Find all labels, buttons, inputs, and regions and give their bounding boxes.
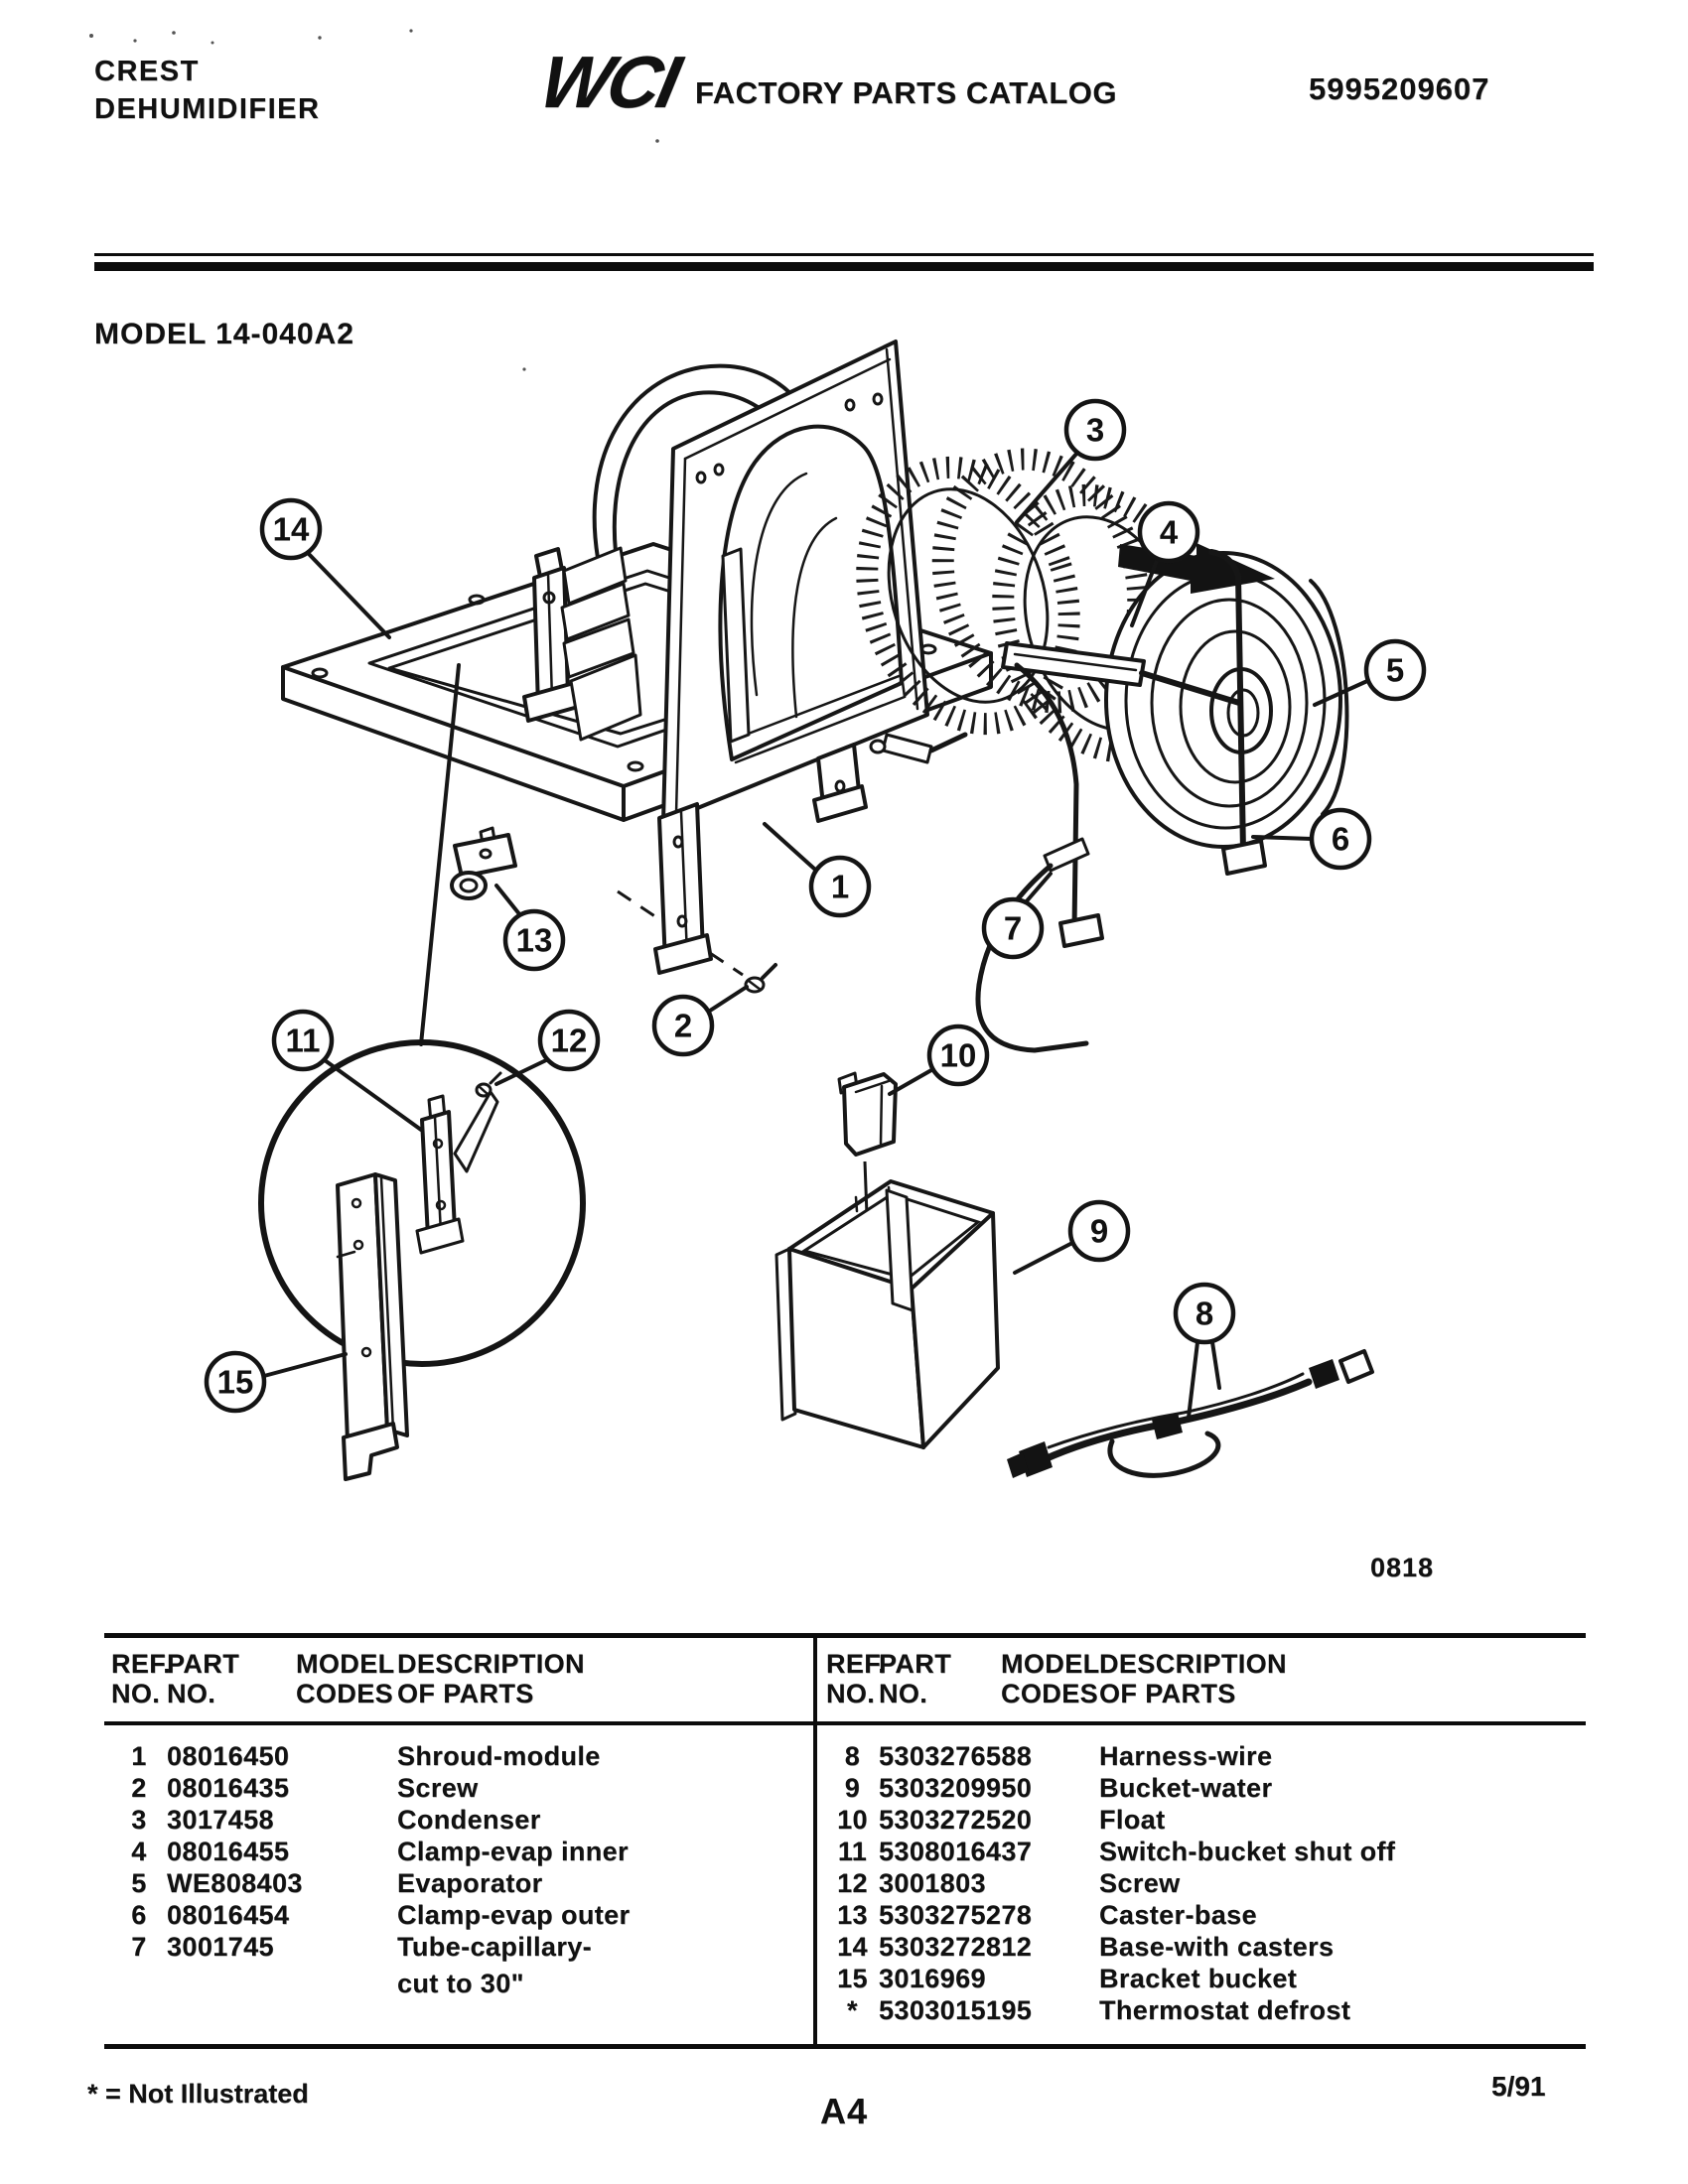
callout-10 — [929, 1026, 987, 1084]
callout-14 — [262, 500, 320, 558]
col-ref-2: NO. — [826, 1679, 876, 1708]
not-illustrated-legend: * = Not Illustrated — [87, 2079, 309, 2109]
table-row: 10 5303272520 Float — [837, 1805, 1166, 1835]
callout-9 — [1070, 1202, 1128, 1260]
table-row: 1 08016450 Shroud-module — [131, 1741, 601, 1771]
table-row: 2 08016435 Screw — [131, 1773, 479, 1803]
callout-4 — [1140, 503, 1197, 561]
condenser-fitting — [871, 735, 965, 762]
parts-table — [104, 1633, 1586, 2049]
harness-connector-right — [1309, 1359, 1339, 1389]
callout-3 — [1066, 401, 1124, 459]
table-row: 15 3016969 Bracket bucket — [837, 1964, 1298, 1993]
scan-noise — [89, 29, 659, 370]
callout-11 — [274, 1012, 332, 1069]
table-row: * 5303015195 Thermostat defrost — [847, 1995, 1351, 2025]
col-part-2: NO. — [879, 1679, 928, 1708]
detail-inset-circle — [261, 1042, 583, 1364]
callout-6 — [1312, 810, 1369, 868]
product-name-line2: DEHUMIDIFIER — [94, 93, 321, 125]
svg-text:6: 6 — [1331, 820, 1350, 858]
shroud-left-leg — [655, 804, 711, 973]
part-bracket-bucket — [338, 1174, 407, 1479]
table-row: 12 3001803 Screw — [837, 1868, 1181, 1898]
table-row: 9 5303209950 Bucket-water — [844, 1773, 1273, 1803]
col-model-2: CODES — [1001, 1679, 1099, 1708]
svg-text:10: 10 — [939, 1036, 977, 1074]
table-row: 14 5303272812 Base-with casters — [837, 1932, 1335, 1962]
table-header-right — [817, 1638, 1586, 1725]
switch-spring-arm — [455, 1092, 497, 1171]
part-shroud-module — [562, 341, 927, 973]
figure-number: 0818 — [1370, 1553, 1435, 1582]
svg-text:2: 2 — [673, 1007, 693, 1044]
table-row: 7 3001745 Tube-capillary- — [131, 1932, 593, 1962]
table-row: 11 5308016437 Switch-bucket shut off — [837, 1837, 1396, 1866]
col-desc-2: OF PARTS — [1099, 1679, 1236, 1708]
table-row-continuation: cut to 30" — [397, 1969, 524, 1998]
col-desc-1: DESCRIPTION — [1099, 1649, 1287, 1679]
col-model-1: MODEL — [1001, 1649, 1100, 1679]
col-part-1: PART — [879, 1649, 952, 1679]
table-row: 5 WE808403 Evaporator — [131, 1868, 543, 1898]
svg-text:5: 5 — [1385, 651, 1405, 689]
callout-8 — [1176, 1285, 1233, 1342]
svg-text:9: 9 — [1089, 1212, 1109, 1250]
callout-7 — [984, 899, 1042, 957]
callout-5 — [1366, 641, 1424, 699]
svg-text:12: 12 — [550, 1022, 588, 1059]
callout-13 — [505, 911, 563, 969]
callout-12 — [540, 1012, 598, 1069]
product-name-line1: CREST — [94, 56, 200, 87]
publication-number: 5995209607 — [1309, 71, 1490, 106]
part-bucket-water — [776, 1181, 998, 1447]
callout-2 — [654, 997, 712, 1054]
col-model-2: CODES — [296, 1679, 394, 1708]
col-ref-2: NO. — [111, 1679, 161, 1708]
table-row: 4 08016455 Clamp-evap inner — [131, 1837, 629, 1866]
catalog-title: FACTORY PARTS CATALOG — [695, 75, 1117, 110]
svg-text:15: 15 — [216, 1363, 254, 1401]
col-model-1: MODEL — [296, 1649, 395, 1679]
svg-text:1: 1 — [830, 868, 850, 905]
col-part-2: NO. — [167, 1679, 216, 1708]
issue-date: 5/91 — [1491, 2071, 1546, 2102]
svg-text:8: 8 — [1195, 1295, 1214, 1332]
wci-logo: WCI — [533, 41, 685, 123]
parts-table-left — [104, 1638, 817, 2044]
col-part-1: PART — [167, 1649, 240, 1679]
svg-text:13: 13 — [515, 921, 553, 959]
svg-text:11: 11 — [285, 1022, 321, 1059]
part-caster-base — [452, 828, 515, 898]
callout-1 — [811, 858, 869, 915]
col-ref-1: REF. — [111, 1649, 172, 1679]
callout-15 — [207, 1353, 264, 1411]
part-switch-bucket-shutoff — [417, 1092, 497, 1253]
col-desc-2: OF PARTS — [397, 1679, 534, 1708]
parts-table-right — [817, 1638, 1586, 2044]
table-row: 3 3017458 Condenser — [131, 1805, 541, 1835]
svg-text:3: 3 — [1085, 411, 1105, 449]
col-desc-1: DESCRIPTION — [397, 1649, 585, 1679]
page-number: A4 — [819, 2091, 869, 2131]
svg-text:14: 14 — [272, 510, 310, 548]
table-row: 8 5303276588 Harness-wire — [844, 1741, 1273, 1771]
model-number: MODEL 14-040A2 — [94, 318, 354, 350]
part-screw-2 — [746, 965, 775, 992]
svg-text:4: 4 — [1159, 513, 1179, 551]
col-ref-1: REF. — [826, 1649, 887, 1679]
table-row: 6 08016454 Clamp-evap outer — [131, 1900, 631, 1930]
table-header-left — [104, 1638, 813, 1725]
shroud-right-leg — [814, 745, 866, 821]
svg-text:7: 7 — [1003, 909, 1023, 947]
table-row: 13 5303275278 Caster-base — [837, 1900, 1257, 1930]
